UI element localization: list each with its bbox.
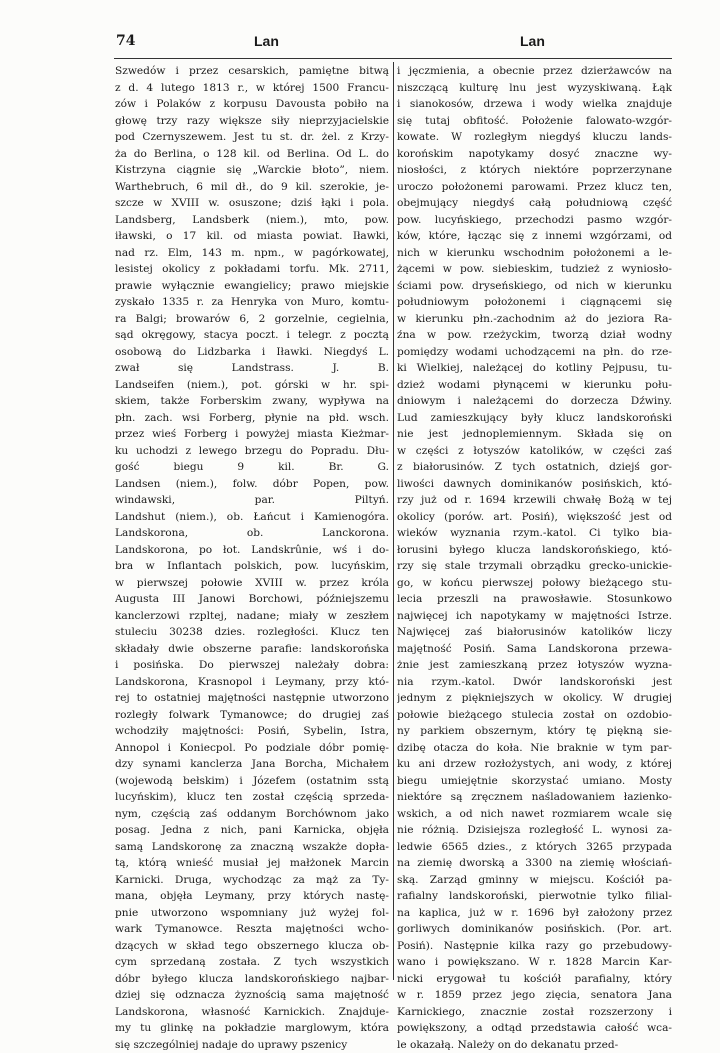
text-line: samą Landskoronę za znaczną wszakże dopła-: [115, 839, 389, 856]
text-line: wark Tymanowce. Reszta majętności wcho-: [115, 921, 389, 938]
text-line: Szwedów i przez cesarskich, pamiętne bitwą: [115, 63, 389, 80]
text-line: powiększony, a odtąd przedstawia całość wca-: [397, 1020, 672, 1037]
text-line: mana, objęła Leymany, przy których nastę-: [115, 888, 389, 905]
text-line: łorusini byłego klucza landskorońskiego, któ-: [397, 542, 672, 559]
text-line: lesistej okolicy z pokładami torfu. Mk. 2711,: [115, 261, 389, 278]
text-line: (wojewodą bełskim) i Józefem (ostatnim sstą: [115, 773, 389, 790]
text-line: zyskało 1335 r. za Henryka von Muro, komtu-: [115, 294, 389, 311]
text-line: pnie utworzono wspomniany już wyżej fol-: [115, 905, 389, 922]
text-line: przez wieś Forberg i powyżej miasta Kieżmar-: [115, 426, 389, 443]
text-line: zwał się Landstrass. J. B.: [115, 360, 389, 377]
text-line: uroczo położonemi parowami. Przez klucz ten,: [397, 179, 672, 196]
text-line: Landsberg, Landsberk (niem.), mto, pow.: [115, 212, 389, 229]
text-line: Landsen (niem.), folw. dóbr Popen, pow.: [115, 476, 389, 493]
right-column: [397, 63, 672, 1053]
text-line: tą, którą wnieść musiał jej małżonek Marcin: [115, 855, 389, 872]
text-line: Landskorona, Krasnopol i Leymany, przy któ-: [115, 674, 389, 691]
text-line: ską. Zarząd gminny w miejscu. Kościół pa-: [397, 872, 672, 889]
text-line: nie jest jednoplemiennym. Składa się on: [397, 426, 672, 443]
text-line: na kaplica, już w r. 1696 był założony przez: [397, 905, 672, 922]
text-line: dziej się odznacza żyznością sama majętność: [115, 987, 389, 1004]
text-line: lucyńskim), klucz ten został częścią sprzeda-: [115, 789, 389, 806]
left-column: [115, 63, 389, 1053]
text-line: rafialny landskoroński, pierwotnie tylko filial-: [397, 888, 672, 905]
text-line: nie różnią. Dzisiejsza rozległość L. wynosi za-: [397, 822, 672, 839]
running-head-right: Lan: [520, 33, 545, 49]
text-line: dzy synami kanclerza Jana Borcha, Michałem: [115, 756, 389, 773]
text-line: się tutaj obfitość. Położenie falowato-wzgór-: [397, 113, 672, 130]
text-line: dniowym i należącemi do dorzecza Dźwiny.: [397, 393, 672, 410]
text-line: najwięcej ich napotykamy w majętności Istrze.: [397, 608, 672, 625]
text-line: prawie wyłącznie ewangielicy; prawo miejskie: [115, 278, 389, 295]
text-line: nad rz. Elm, 143 m. npm., w pagórkowatej,: [115, 245, 389, 262]
text-line: ki Wielkiej, należącej do kotliny Pejpusu, tu-: [397, 360, 672, 377]
text-line: iławski, o 17 kil. od miasta powiat. Iławki,: [115, 228, 389, 245]
text-line: Posiń). Następnie kilka razy go przebudowy-: [397, 938, 672, 955]
text-line: pod Czernyszewem. Jest tu st. dr. żel. z Krzy-: [115, 129, 389, 146]
text-line: stuleciu 30238 dzies. rozległości. Klucz ten: [115, 624, 389, 641]
text-line: wieków wyznania rzym.-katol. Ci tylko bia-: [397, 525, 672, 542]
text-line: Kistrzyna ciągnie się „Warckie błoto”, niem.: [115, 162, 389, 179]
text-line: gorliwych dominikanów posińskich. (Por. art.: [397, 921, 672, 938]
text-line: osobową do Lidzbarka i Iławki. Niegdyś L.: [115, 344, 389, 361]
text-line: Landskorona, po łot. Landskrûnie, wś i do-: [115, 542, 389, 559]
text-line: Landshut (niem.), ob. Łańcut i Kamienogóra.: [115, 509, 389, 526]
text-line: jednym z piękniejszych w okolicy. W drugiej: [397, 690, 672, 707]
text-line: Karnicki. Druga, wychodząc za mąż za Ty-: [115, 872, 389, 889]
text-line: się szczególniej nadaje do uprawy pszenicy: [115, 1037, 389, 1053]
text-line: gość biegu 9 kil. Br. G.: [115, 459, 389, 476]
text-line: na ziemię dworską a 3300 na ziemię włościań-: [397, 855, 672, 872]
text-line: ża do Berlina, o 128 kil. od Berlina. Od L. do: [115, 146, 389, 163]
text-line: ściami pow. dryseńskiego, od nich w kierunku: [397, 278, 672, 295]
text-line: sąd okręgowy, stacya poczt. i telegr. z pocztą: [115, 327, 389, 344]
text-line: ku uchodzi z lewego brzegu do Popradu. Dłu-: [115, 443, 389, 460]
text-line: nich w kierunku wschodnim położonemi a le-: [397, 245, 672, 262]
text-line: ledwie 6565 dzies., z których 3265 przypada: [397, 839, 672, 856]
text-line: żącemi w pow. siebieskim, tudzież z wyniosło-: [397, 261, 672, 278]
text-line: posag. Jedna z nich, pani Karnicka, objęła: [115, 822, 389, 839]
text-line: le okazałą. Należy on do dekanatu przed-: [397, 1037, 672, 1053]
text-line: niszczącą kulturę lnu jest wyzyskiwaną. Łąk: [397, 80, 672, 97]
column-divider: [393, 62, 394, 980]
text-line: dzież wodami płynącemi w kierunku połu-: [397, 377, 672, 394]
text-line: kanclerzowi rzpltej, nadane; miały w zeszłem: [115, 608, 389, 625]
text-line: bra w Inflantach polskich, pow. lucyńskim,: [115, 558, 389, 575]
text-line: niektóre są zręcznem naśladowaniem łazienko-: [397, 789, 672, 806]
text-line: pomiędzy wodami uchodzącemi na płn. do rze-: [397, 344, 672, 361]
running-head-left: Lan: [254, 33, 279, 49]
text-line: ny parkiem obszernym, który tę piękną sie-: [397, 723, 672, 740]
text-line: składały dwie obszerne parafie: landskorońska: [115, 641, 389, 658]
text-line: windawski, par. Piltyń.: [115, 492, 389, 509]
text-line: nym, częścią zaś oddanym Borchównom jako: [115, 806, 389, 823]
text-line: połowie bieżącego stulecia został on ozdobio-: [397, 707, 672, 724]
text-line: i jęczmienia, a obecnie przez dzierżawców na: [397, 63, 672, 80]
text-line: lecia przeszli na prawosławie. Stosunkowo: [397, 591, 672, 608]
text-line: dzibę otacza do koła. Nie braknie w tym par-: [397, 740, 672, 757]
text-line: okolicy (porów. art. Posiń), większość jest od: [397, 509, 672, 526]
text-line: wchodziły majętności: Posiń, Sybelin, Istra,: [115, 723, 389, 740]
text-line: cym sprzedaną została. Z tych wszystkich: [115, 954, 389, 971]
text-line: rzy już od r. 1694 krzewili chwałę Bożą w tej: [397, 492, 672, 509]
text-line: rozległy folwark Tymanowce; do drugiej zaś: [115, 707, 389, 724]
text-line: szcze w XVIII w. osuszone; dziś łąki i pola.: [115, 195, 389, 212]
text-line: w części z łotyszów katolików, w części zaś: [397, 443, 672, 460]
text-line: pow. lucyńskiego, przechodzi pasmo wzgór-: [397, 212, 672, 229]
text-line: Annopol i Koniecpol. Po podziale dóbr pomię-: [115, 740, 389, 757]
text-line: nicki erygował tu kościół parafialny, który: [397, 971, 672, 988]
text-line: liwości dawnych dominikanów posińskich, któ-: [397, 476, 672, 493]
text-line: ra Balgi; browarów 6, 2 gorzelnie, cegielnia,: [115, 311, 389, 328]
text-line: rzy się stale trzymali obrządku grecko-unickie-: [397, 558, 672, 575]
text-line: dóbr byłego klucza landskorońskiego najbar-: [115, 971, 389, 988]
text-line: z d. 4 lutego 1813 r., w której 1500 Francu-: [115, 80, 389, 97]
text-line: Najwięcej zaś białorusinów katolików liczy: [397, 624, 672, 641]
text-line: płn. zach. wsi Forberg, płynie na płd. wsch.: [115, 410, 389, 427]
text-line: Landskorona, ob. Lanckorona.: [115, 525, 389, 542]
text-line: źna w pow. rzeżyckim, tworzą dział wodny: [397, 327, 672, 344]
text-line: Landskorona, własność Karnickich. Znajduje-: [115, 1004, 389, 1021]
text-line: nia rzym.-katol. Dwór landskoroński jest: [397, 674, 672, 691]
text-line: południowym położonemi i ciągnącemi się: [397, 294, 672, 311]
page-number: 74: [116, 33, 135, 49]
text-line: my tu glinkę na pokładzie marglowym, która: [115, 1020, 389, 1037]
text-line: i sianokosów, drzewa i wody wielka znajduje: [397, 96, 672, 113]
text-line: Lud zamieszkujący były klucz landskoroński: [397, 410, 672, 427]
text-line: w pierwszej połowie XVIII w. przez króla: [115, 575, 389, 592]
text-line: go, w końcu pierwszej połowy bieżącego stu-: [397, 575, 672, 592]
text-line: niosłości, z których niektóre poprzerzynane: [397, 162, 672, 179]
text-line: Augusta III Janowi Borchowi, późniejszemu: [115, 591, 389, 608]
text-line: skiem, także Forberskim zwany, wypływa na: [115, 393, 389, 410]
text-line: dzących w skład tego obszernego klucza ob-: [115, 938, 389, 955]
text-line: biegu umiejętnie skorzystać umiano. Mosty: [397, 773, 672, 790]
text-line: głowę trzy razy większe siły nieprzyjacielskie: [115, 113, 389, 130]
text-line: w r. 1859 przez jego zięcia, senatora Jana: [397, 987, 672, 1004]
text-line: Warthebruch, 6 mil dł., do 9 kil. szerokie, je-: [115, 179, 389, 196]
text-line: z białorusinów. Z tych ostatnich, dziejś gor-: [397, 459, 672, 476]
text-line: i posińska. Do pierwszej należały dobra:: [115, 657, 389, 674]
text-line: ków, które, łącząc się z innemi wzgórzami, od: [397, 228, 672, 245]
text-line: majętność Posiń. Sama Landskorona przewa-: [397, 641, 672, 658]
text-line: wano i powiększano. W r. 1828 Marcin Kar-: [397, 954, 672, 971]
text-line: wskich, a od nich nawet rozmiarem wcale się: [397, 806, 672, 823]
text-line: korońskim napotykamy dosyć znaczne wy-: [397, 146, 672, 163]
text-line: żnie jest zamieszkaną przez łotyszów wyzna-: [397, 657, 672, 674]
text-line: obejmujący niegdyś całą południową część: [397, 195, 672, 212]
text-line: Landseifen (niem.), pot. górski w hr. spi-: [115, 377, 389, 394]
text-line: ku ani drzew rozłożystych, ani wody, z której: [397, 756, 672, 773]
text-line: rej to ostatniej majętności następnie utworzono: [115, 690, 389, 707]
text-line: w kierunku płn.-zachodnim aż do jeziora Ra-: [397, 311, 672, 328]
text-line: Karnickiego, znacznie został rozszerzony i: [397, 1004, 672, 1021]
text-line: kowate. W rozległym niegdyś kluczu lands-: [397, 129, 672, 146]
text-line: zów i Polaków z korpusu Davousta pobiło na: [115, 96, 389, 113]
header-rule: [114, 58, 672, 59]
